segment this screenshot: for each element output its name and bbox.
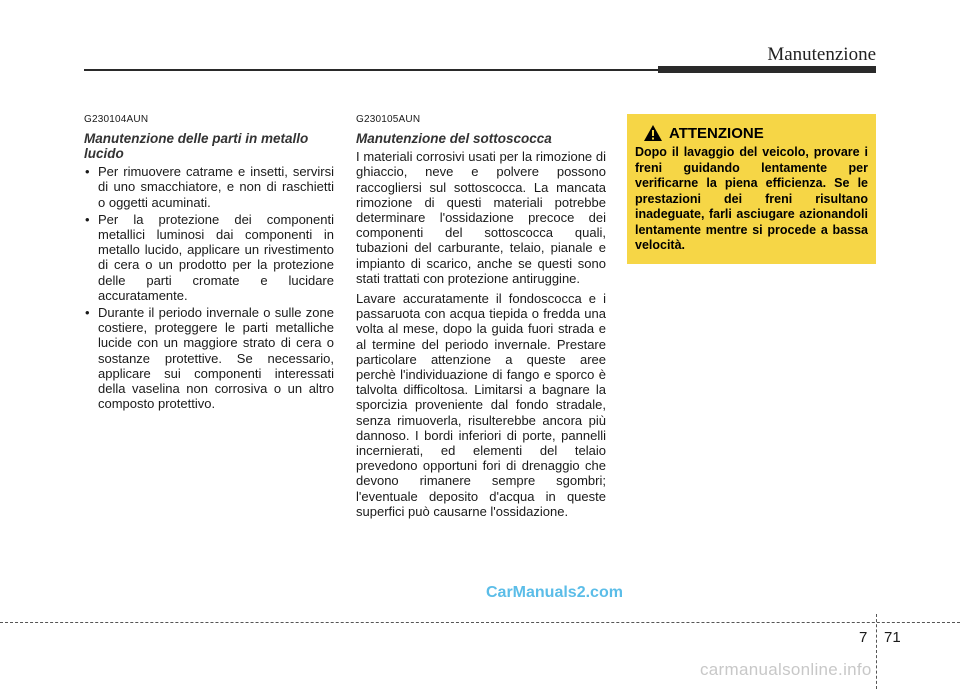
- page-header-title: Manutenzione: [767, 44, 876, 65]
- body-paragraph: I materiali corrosivi usati per la rimozione di ghiaccio, neve e polvere possono raccogliersi sul sottoscocca. La mancata rimozione di questi materiali potrebbe determinare l'ossidazione precoce dei componenti del sottoscocca quali, tubazioni del carburante, telaio, pianale e impianto di scarico, anche se questi sono stati trattati con protezione antiruggine.: [356, 149, 606, 286]
- warning-box: [627, 114, 876, 264]
- warning-text: Dopo il lavaggio del veicolo, provare i freni guidando lentamente per verificarne la piena efficienza. Se le prestazioni dei freni risultano inadeguate, farli asciugare azionandoli lentamente mentre si procede a bassa velocità.: [635, 145, 868, 252]
- bullet-item: • Durante il periodo invernale o sulle zone costiere, proteggere le parti metalliche lucide con un maggiore strato di cera o sostanze protettive. Se necessario, applicare sui componenti interessati della vaselina non corrosiva o un altro composto protettivo.: [85, 305, 334, 412]
- section-title: Manutenzione del sottoscocca: [356, 131, 552, 147]
- header-rule-accent: [658, 66, 876, 73]
- section-code: G230105AUN: [356, 114, 421, 125]
- footer-site-watermark: carmanualsonline.info: [700, 660, 872, 679]
- warning-title: ATTENZIONE: [669, 124, 764, 142]
- bullet-item: • Per la protezione dei componenti metallici luminosi dai componenti in metallo lucido, applicare un rivestimento di cera o un prodotto per la protezione delle parti cromate e lucidare accuratamente.: [85, 211, 334, 303]
- footer-divider: [876, 614, 877, 689]
- bullet-item: • Per rimuovere catrame e insetti, servirsi di uno smacchiatore, e non di raschietti o oggetti acuminati.: [85, 164, 334, 210]
- section-code: G230104AUN: [84, 114, 149, 125]
- middle-column: [356, 112, 606, 524]
- body-paragraph: Lavare accuratamente il fondoscocca e i passaruota con acqua tiepida o fredda una volta al mese, dopo la guida fuori strada e al termine del periodo invernale. Prestare particolare attenzione a queste aree perchè l'individuazione di fango e sporco è talvolta difficoltosa. Limitarsi a bagnare la sporcizia proveniente dal fondo stradale, senza rimuoverla, risulterebbe ancora più dannoso. I bordi inferiori di porte, pannelli incernierati, ed elementi del telaio prevedono opportuni fori di drenaggio che devono rimanere sempre sgombri; l'eventuale deposito d'acqua in queste superfici può causarne l'ossidazione.: [356, 291, 606, 519]
- warning-header: [635, 124, 868, 142]
- section-title: Manutenzione delle parti in metallo lucido: [84, 131, 309, 162]
- header-rule: [84, 69, 658, 71]
- bullet-dot-icon: •: [85, 211, 90, 227]
- page-number: 71: [884, 629, 901, 646]
- bullet-dot-icon: •: [85, 164, 90, 180]
- warning-triangle-icon: [643, 124, 663, 142]
- bullet-dot-icon: •: [85, 305, 90, 321]
- chapter-number: 7: [859, 629, 868, 646]
- left-column: [84, 112, 334, 413]
- bullet-list: [84, 164, 334, 411]
- footer-rule: [0, 622, 960, 623]
- watermark-logo: CarManuals2.com: [486, 584, 623, 601]
